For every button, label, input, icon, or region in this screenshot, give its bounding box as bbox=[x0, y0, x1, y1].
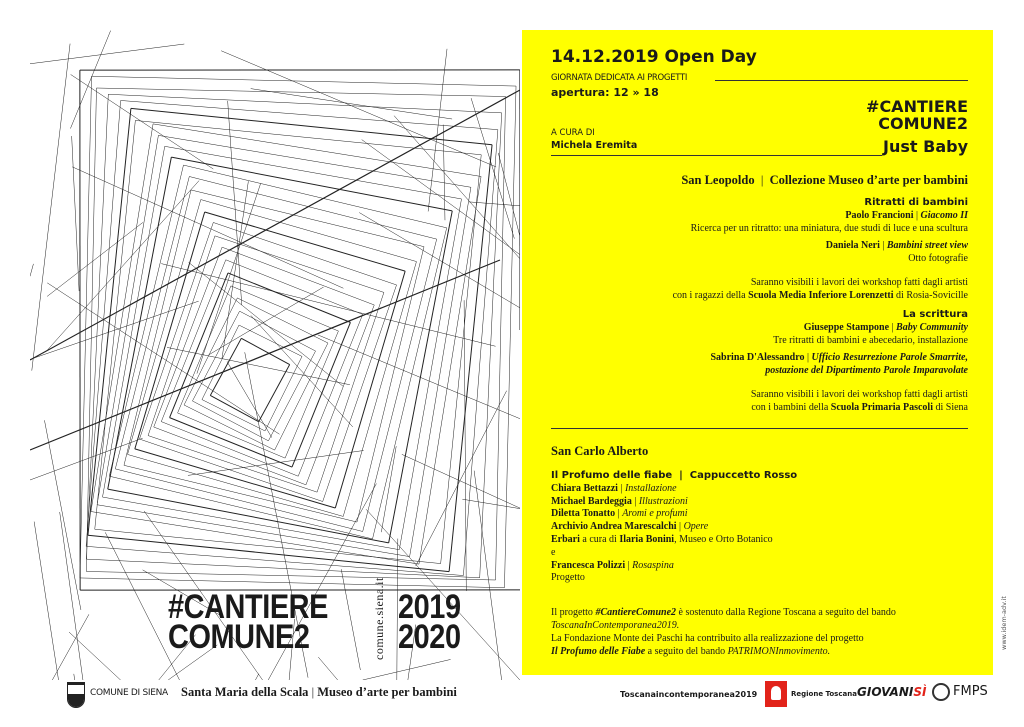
art-line bbox=[72, 136, 79, 291]
comune-logo-text: COMUNE DI SIENA bbox=[90, 688, 168, 698]
brand-title: #CANTIERE COMUNE2 bbox=[168, 588, 328, 656]
san-carlo-credits: Il Profumo delle fiabe | Cappuccetto Rosso Chiara Bettazzi | Installazione Michael Bardeggia | Illustrazioni Diletta Tonatto | Aromi e profumi Archivio Andrea Marescalchi | Opere Erbari a cura di Ilaria Bonini, Museo e Orto Botanico e Francesca Polizzi | Rosaspina Progetto bbox=[551, 470, 798, 584]
fmps-logo: FMPS bbox=[953, 684, 988, 699]
art-line bbox=[318, 657, 337, 680]
art-line bbox=[381, 446, 396, 532]
toscana-contemporanea: Toscanaincontemporanea2019 bbox=[620, 690, 758, 699]
art-line bbox=[161, 264, 495, 347]
art-line bbox=[441, 155, 482, 564]
art-line bbox=[205, 212, 405, 271]
art-line bbox=[183, 165, 446, 228]
art-line bbox=[139, 439, 322, 501]
art-line bbox=[363, 659, 451, 680]
art-line bbox=[251, 316, 353, 427]
art-line bbox=[44, 420, 80, 610]
art-line bbox=[91, 124, 153, 512]
art-line bbox=[343, 262, 416, 517]
art-line bbox=[449, 145, 492, 572]
agency-credit: www.idem-adv.it bbox=[1000, 596, 1008, 650]
art-line bbox=[30, 301, 199, 359]
subtitle: GIORNATA DEDICATA AI PROGETTI bbox=[551, 73, 688, 83]
art-line bbox=[60, 512, 83, 680]
art-line bbox=[86, 546, 463, 575]
art-line bbox=[139, 222, 213, 439]
art-line bbox=[394, 116, 520, 259]
art-line bbox=[32, 44, 70, 371]
art-line bbox=[237, 298, 328, 343]
art-line bbox=[34, 522, 58, 680]
opening-hours: apertura: 12 » 18 bbox=[551, 86, 659, 99]
art-line bbox=[318, 335, 520, 419]
curator-label: A CURA DI bbox=[551, 128, 595, 138]
art-line bbox=[189, 177, 436, 240]
art-line bbox=[226, 260, 363, 315]
venue: Santa Maria della Scala | Museo d’arte per bambini bbox=[181, 685, 457, 699]
art-line bbox=[115, 177, 189, 469]
art-line bbox=[410, 187, 471, 556]
architectural-line-art bbox=[30, 30, 520, 680]
art-line bbox=[259, 365, 290, 422]
art-line bbox=[91, 512, 419, 565]
divider bbox=[715, 80, 968, 81]
program-panel bbox=[522, 30, 993, 675]
siena-shield-icon bbox=[67, 682, 85, 708]
art-line bbox=[184, 298, 237, 405]
art-line bbox=[121, 100, 498, 129]
art-line bbox=[124, 465, 357, 522]
art-line bbox=[255, 674, 258, 680]
art-line bbox=[115, 469, 362, 532]
art-line bbox=[197, 183, 261, 373]
art-line bbox=[210, 395, 258, 421]
art-line bbox=[239, 325, 302, 356]
art-line bbox=[285, 331, 338, 458]
art-line bbox=[92, 76, 516, 86]
cantiere-line2: COMUNE2 bbox=[878, 114, 968, 133]
art-line bbox=[192, 311, 239, 401]
art-line bbox=[416, 391, 507, 566]
art-line bbox=[498, 153, 520, 237]
art-line bbox=[227, 361, 272, 437]
cantiere-line1: #CANTIERE bbox=[866, 97, 968, 116]
art-line bbox=[71, 74, 214, 169]
regione-toscana-logo-icon bbox=[765, 681, 787, 707]
art-line bbox=[464, 300, 466, 591]
art-line bbox=[265, 356, 302, 431]
art-line bbox=[178, 286, 231, 413]
art-line bbox=[357, 247, 424, 522]
open-day-title: 14.12.2019 Open Day bbox=[551, 47, 757, 67]
art-line bbox=[135, 120, 481, 154]
art-line bbox=[419, 176, 481, 564]
art-line bbox=[165, 146, 462, 199]
art-line bbox=[178, 413, 286, 458]
art-line bbox=[443, 125, 445, 221]
divider bbox=[551, 428, 968, 429]
art-line bbox=[69, 632, 120, 680]
art-line bbox=[402, 454, 520, 508]
art-line bbox=[30, 438, 143, 480]
art-line bbox=[317, 292, 384, 492]
art-line bbox=[30, 260, 500, 450]
project-title: Just Baby bbox=[883, 137, 968, 156]
website[interactable]: comune.siena.it bbox=[372, 577, 386, 660]
art-line bbox=[202, 325, 239, 400]
regione-toscana: Regione Toscana bbox=[791, 690, 857, 698]
art-line bbox=[170, 418, 292, 467]
brand-years: 2019 2020 bbox=[398, 588, 461, 656]
art-line bbox=[74, 674, 75, 680]
art-line bbox=[47, 283, 279, 434]
art-line bbox=[231, 286, 339, 331]
art-line bbox=[335, 271, 405, 508]
art-line bbox=[161, 422, 298, 477]
art-line bbox=[399, 199, 461, 550]
art-line bbox=[306, 305, 374, 485]
art-line bbox=[52, 614, 89, 680]
funding-note: Il progetto #CantiereComune2 è sostenuto dalla Regione Toscana a seguito del bando ToscanaInContemporanea2019. La Fondazione Monte dei Paschi ha contribuito alla realizzazione del progetto Il Profumo delle Fiabe a seguito del bando PATRIMONInmovimento. bbox=[551, 607, 896, 657]
section-scrittura: La scrittura Giuseppe Stampone | Baby Community Tre ritratti di bambini e abecedario, installazione Sabrina D'Alessandro | Ufficio Resurrezione Parole Smarrite, postazione del Dipartimento Parole Imparavolate Saranno visibili i lavori dei workshop fatti dagli artisti con i bambini della Scuola Primaria Pascoli di Siena bbox=[710, 309, 968, 413]
art-line bbox=[47, 181, 199, 351]
art-line bbox=[30, 264, 33, 276]
art-line bbox=[30, 90, 520, 360]
art-line bbox=[221, 51, 496, 167]
art-line bbox=[463, 130, 497, 576]
giovanisi-logo: GIOVANISÌ bbox=[857, 685, 927, 699]
art-line bbox=[471, 98, 514, 238]
art-line bbox=[72, 167, 343, 288]
san-leopoldo-heading: San Leopoldo | Collezione Museo d’arte per bambini bbox=[681, 173, 968, 187]
art-line bbox=[496, 97, 506, 580]
art-line bbox=[135, 212, 205, 449]
art-line bbox=[241, 338, 289, 364]
art-line bbox=[80, 578, 504, 588]
art-line bbox=[30, 44, 184, 64]
art-line bbox=[184, 405, 275, 450]
art-line bbox=[323, 285, 397, 502]
art-line bbox=[96, 88, 505, 97]
divider bbox=[551, 155, 882, 156]
san-carlo-heading: San Carlo Alberto bbox=[551, 444, 649, 458]
fmps-emblem-icon bbox=[932, 683, 950, 701]
curator-name: Michela Eremita bbox=[551, 140, 638, 151]
art-line bbox=[504, 86, 516, 588]
art-line bbox=[154, 427, 306, 485]
art-line bbox=[95, 120, 136, 529]
art-line bbox=[154, 247, 222, 427]
art-line bbox=[88, 535, 449, 571]
art-line bbox=[462, 499, 520, 508]
art-line bbox=[167, 347, 350, 384]
art-line bbox=[153, 124, 481, 177]
art-line bbox=[201, 200, 417, 262]
art-line bbox=[222, 247, 374, 305]
section-ritratti: Ritratti di bambini Paolo Francioni | Giacomo II Ricerca per un ritratto: una miniatura, due studi di luce e una scultura Daniela Neri | Bambini street view Otto fotografie Saranno visibili i lavori dei workshop fatti dagli artisti con i ragazzi della Scuola Media Inferiore Lorenzetti di Rosia-Sovicille bbox=[672, 197, 968, 301]
